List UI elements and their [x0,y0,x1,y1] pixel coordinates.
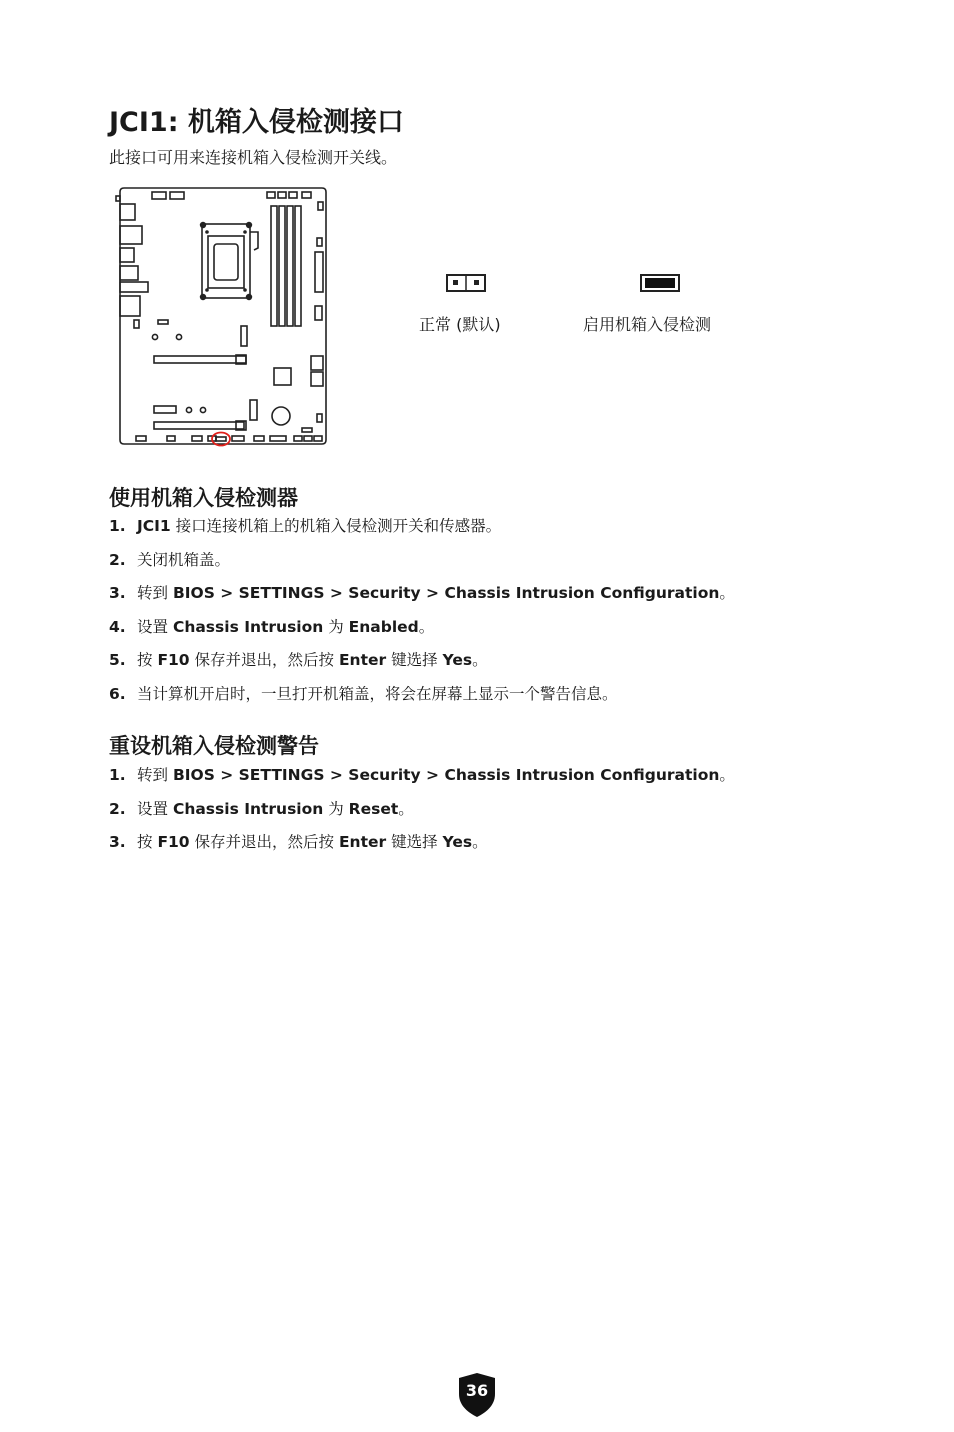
io-port [120,248,134,262]
screw-hole [243,288,247,292]
step-text: 保存并退出，然后按 [189,833,339,851]
step-keyword: Yes [442,833,473,851]
step-text: 设置 [137,799,173,818]
step-item [109,649,735,683]
top-connector [267,192,275,198]
cmos-battery [272,407,290,425]
small-header [158,320,168,324]
step-number: 1. [109,517,126,535]
step-number: 6. [109,684,126,703]
screw-hole [246,294,252,300]
step-item [109,764,735,798]
step-text: 。 [472,833,488,851]
side-connector [315,306,322,320]
side-connector [318,202,323,210]
top-connector [278,192,286,198]
io-port [134,320,139,328]
bottom-header [294,436,302,441]
step-text: 键选择 [386,833,443,851]
top-connector [302,192,311,198]
step-text: 。 [398,799,414,818]
cpu-socket [202,224,250,298]
dimm-slot [287,206,293,326]
io-port [120,266,138,280]
bottom-header [270,436,286,441]
bottom-header [136,436,146,441]
step-number: 1. [109,766,126,784]
step-text: 。 [472,651,488,669]
steps-list-use [109,515,735,716]
screw-hole [243,230,247,234]
side-connector [317,414,322,422]
dimm-slot [295,206,301,326]
section-heading-reset: 重设机箱入侵检测警告 [109,734,319,758]
step-item [109,549,735,583]
standoff [152,334,157,339]
step-keyword: Enter [338,833,387,851]
step-text: 关闭机箱盖。 [137,550,231,569]
step-item [109,616,735,650]
side-connector [311,372,323,386]
page-number: 36 [465,1381,489,1400]
side-connector [317,238,322,246]
bottom-header [192,436,202,441]
screw-hole [205,288,209,292]
page-number-badge [457,1372,497,1418]
step-text: 保存并退出，然后按 [189,651,339,669]
step-item [109,582,735,616]
screw-hole [200,222,206,228]
step-keyword: F10 [157,651,190,669]
standoff [200,407,205,412]
side-connector [311,356,323,370]
step-keyword: Chassis Intrusion [172,799,324,818]
standoff [186,407,191,412]
step-number: 2. [109,799,126,818]
dimm-slot [271,206,277,326]
top-connector [152,192,166,199]
bottom-header [304,436,312,441]
m2-slot [250,400,257,420]
motherboard-diagram [114,184,330,450]
step-keyword: Reset [348,799,399,818]
step-keyword: Yes [442,651,473,669]
step-text: 。 [418,617,435,636]
bottom-header [167,436,175,441]
steps-list-reset [109,764,735,865]
jci1-header [216,437,226,441]
step-item [109,515,735,549]
screw-hole [205,230,209,234]
step-keyword: JCI1 [137,517,171,535]
pcie-slot [154,356,246,363]
dimm-slot [279,206,285,326]
step-text: 键选择 [386,651,443,669]
cpu-socket-core [214,244,238,280]
small-header [154,406,176,413]
page-title: JCI1: 机箱入侵检测接口 [109,107,404,138]
section-heading-use: 使用机箱入侵检测器 [109,486,298,510]
io-port [120,282,148,292]
step-text: 转到 [137,584,173,602]
step-number: 5. [109,651,126,669]
step-text: 当计算机开启时，一旦打开机箱盖，将会在屏幕上显示一个警告信息。 [137,684,618,703]
step-number: 4. [109,617,126,636]
step-keyword: Enabled [348,617,419,636]
step-keyword: BIOS > SETTINGS > Security > Chassis Intrusion Configuration [172,766,720,784]
intro-text: 此接口可用来连接机箱入侵检测开关线。 [109,148,398,167]
step-number: 2. [109,550,126,569]
step-number: 3. [109,584,126,602]
m2-slot [241,326,247,346]
step-text: 转到 [137,766,173,784]
bottom-header [314,436,322,441]
step-text: 按 [137,833,158,851]
step-text: 为 [323,617,349,636]
atx-connector [315,252,323,292]
top-connector [289,192,297,198]
step-item [109,831,735,865]
jumper-normal-icon [446,270,488,292]
pcie-slot [154,422,244,429]
step-keyword: Chassis Intrusion [172,617,324,636]
io-port [116,196,120,201]
cpu-lever [250,232,258,250]
jumper-enabled-label: 启用机箱入侵检测 [583,315,712,334]
step-text: 。 [719,584,735,602]
chip [274,368,291,385]
step-keyword: Enter [338,651,387,669]
small-header [302,428,312,432]
step-item [109,683,735,717]
bottom-header [232,436,244,441]
step-number: 3. [109,833,126,851]
standoff [176,334,181,339]
step-item [109,798,735,832]
step-text: 为 [323,799,349,818]
io-port [120,296,140,316]
screw-hole [246,222,252,228]
step-text: 接口连接机箱上的机箱入侵检测开关和传感器。 [170,517,502,535]
step-text: 。 [719,766,735,784]
step-text: 按 [137,651,158,669]
io-port [120,226,142,244]
jumper-enabled-icon [640,270,682,292]
io-port [120,204,135,220]
step-keyword: F10 [157,833,190,851]
top-connector [170,192,184,199]
jumper-normal-label: 正常 (默认) [419,315,501,334]
screw-hole [200,294,206,300]
step-text: 设置 [137,617,173,636]
bottom-header [254,436,264,441]
step-keyword: BIOS > SETTINGS > Security > Chassis Intrusion Configuration [172,584,720,602]
